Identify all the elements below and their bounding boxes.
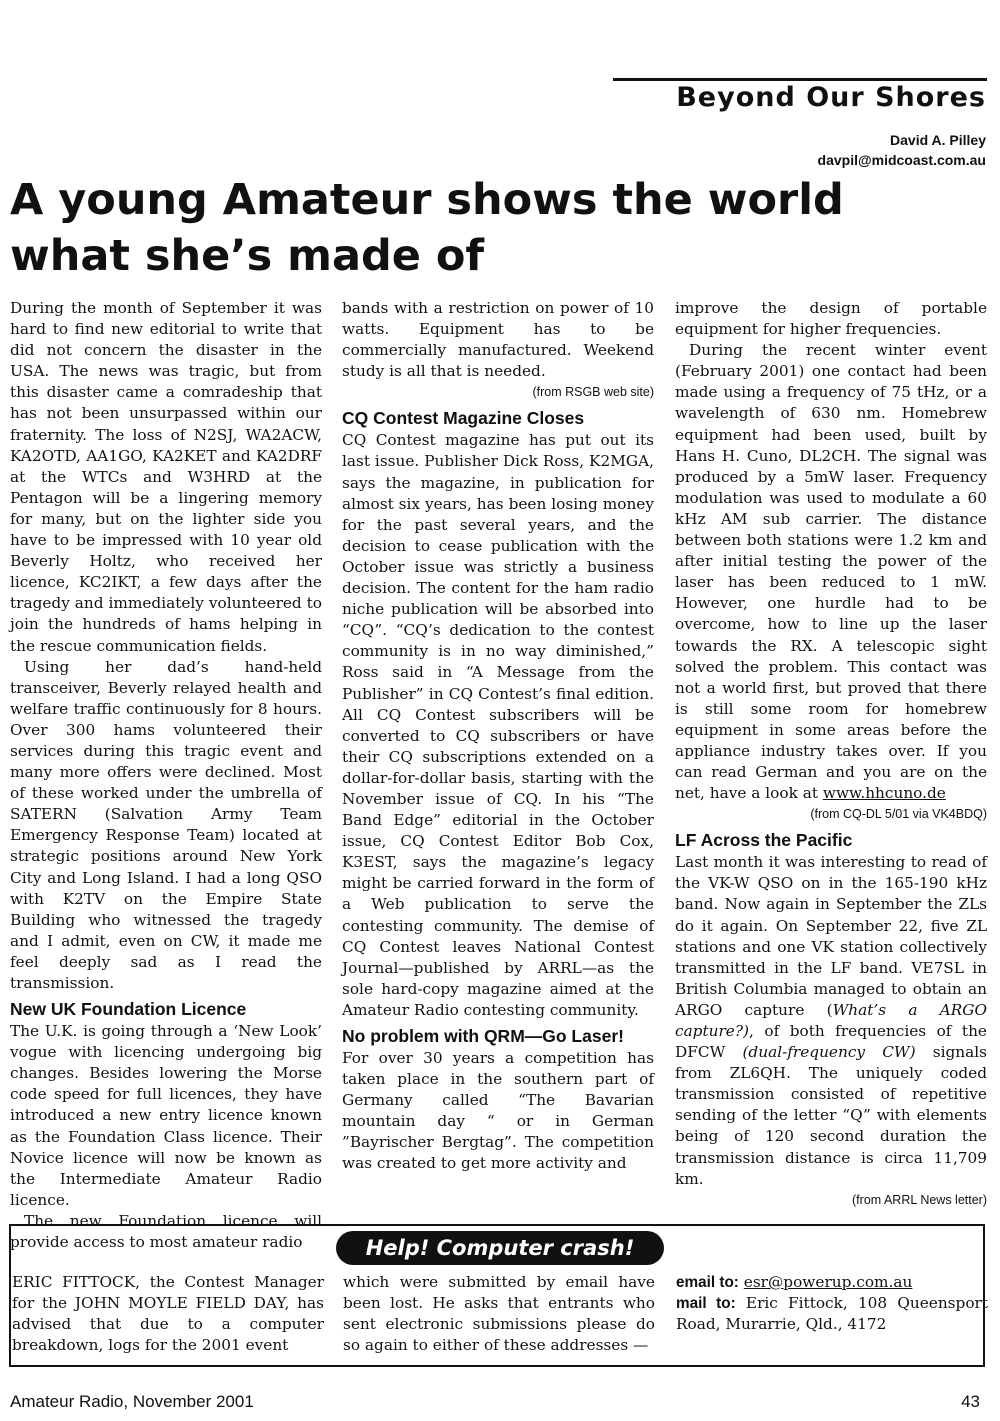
italic-text: (dual-frequency CW) xyxy=(742,1043,916,1062)
source-credit: (from ARRL News letter) xyxy=(852,1192,987,1207)
mail-address: Eric Fittock, 108 Queensport Road, Murarrie, Qld., 4172 xyxy=(676,1294,988,1334)
paragraph xyxy=(675,852,987,1190)
paragraph: ERIC FITTOCK, the Contest Manager for the JOHN MOYLE FIELD DAY, has advised that due to a computer breakdown, logs for the 2001 event xyxy=(12,1273,324,1355)
paragraph: bands with a restriction on power of 10 watts. Equipment has to be commercially manufactured. Weekend study is all that is needed. xyxy=(342,299,654,381)
subheading-uk-licence: New UK Foundation Licence xyxy=(10,999,247,1020)
paragraph: The U.K. is going through a ‘New Look’ vogue with licencing undergoing big changes. Besides lowering the Morse code speed for full licences, they have introduced a new entry licence known as the Foundation Class licence. Their Novice licence will now be known as the Intermediate Amateur Radio licence. xyxy=(10,1022,322,1209)
hhcuno-link[interactable]: www.hhcuno.de xyxy=(822,784,946,803)
paragraph: During the month of September it was hard to find new editorial to write that did not concern the disaster in the USA. The news was tragic, but from this disaster came a comradeship that has not been unsurpassed within our fraternity. The loss of N2SJ, WA2ACW, KA2OTD, AA1GO, KA2KET and KA2DRF at the WTCs and W3HRD at the Pentagon will be a lingering memory for many, but on the lighter side you have to be impressed with 10 year old Beverly Holtz, who received her licence, KC2IKT, a few days after the tragedy and immediately volunteered to join the hundreds of hams helping in the rescue communication fields. xyxy=(10,299,322,655)
byline xyxy=(818,130,986,170)
section-rule xyxy=(613,78,987,81)
headline xyxy=(10,172,890,284)
paragraph: CQ Contest magazine has put out its last issue. Publisher Dick Ross, K2MGA, says the magazine, in publication for almost six years, has been losing money for the past several years, and the decision to cease publication with the October issue was strictly a business decision. The content for the ham radio niche publication will be absorbed into “CQ”. “CQ’s dedication to the contest community is in no way diminished,” Ross said in “A Message from the Publisher” in CQ Contest’s final edition. All CQ Contest subscribers will be converted to CQ subscribers or have their CQ subscriptions extended on a dollar-for-dollar basis, starting with the November issue of CQ. In his “The Band Edge” editorial in the October issue, CQ Contest Editor Bob Cox, K3EST, says the magazine’s legacy might be carried forward in the form of a Web publication to serve the contesting community. The demise of CQ Contest leaves National Contest Journal—published by ARRL—as the sole hard-copy magazine aimed at the Amateur Radio contesting community. xyxy=(342,431,654,1019)
page-number: 43 xyxy=(961,1392,980,1411)
notice-column-1 xyxy=(12,1272,324,1356)
paragraph: For over 30 years a competition has taken place in the southern part of Germany called “The Bavarian mountain day “ or in German ”Bayrischer Bergtag”. The competition was created to get more activity and xyxy=(342,1049,654,1173)
section-title: Beyond Our Shores xyxy=(676,82,986,113)
notice-column-2 xyxy=(343,1272,655,1356)
headline-line-1: A young Amateur shows the world xyxy=(10,175,844,225)
mail-line xyxy=(676,1293,988,1335)
author-name: David A. Pilley xyxy=(890,132,986,148)
column-1 xyxy=(10,298,322,1253)
paragraph-text: , of both frequencies of the DFCW xyxy=(675,1022,987,1062)
paragraph: improve the design of portable equipment for higher frequencies. xyxy=(675,299,987,339)
mail-label: mail to: xyxy=(676,1295,736,1313)
paragraph: which were submitted by email have been lost. He asks that entrants who sent electronic submissions please do so again to either of these addresses — xyxy=(343,1273,655,1355)
paragraph-text: During the recent winter event (February 2001) one contact had been made using a frequency of 75 tHz, or a wavelength of 630 nm. Homebrew equipment had been used, built by Hans H. Cuno, DL2CH. The signal was produced by a 5mW laser. Frequency modulation was used to modulate a 60 kHz AM sub carrier. The distance between both stations were 1.2 km and after initial testing the power of the laser has been reduced to 1 mW. However, one hurdle had to be overcome, how to line up the laser towards the RX. A telescopic sight solved the problem. This contact was not a world first, but proved that there is still some room for homebrew equipment in some areas before the appliance industry takes over. If you can read German and you are on the net, have a look at xyxy=(675,341,987,803)
author-email: davpil@midcoast.com.au xyxy=(817,152,986,168)
notice-column-3 xyxy=(676,1272,988,1335)
paragraph-text: Last month it was interesting to read of the VK-W QSO on in the 165-190 kHz band. Now again in September the ZLs do it again. On September 22, five ZL stations and one VK station collectively transmitted in the LF band. VE7SL in British Columbia managed to obtain an ARGO capture ( xyxy=(675,853,987,1019)
column-3 xyxy=(675,298,987,1211)
subheading-cq-contest: CQ Contest Magazine Closes xyxy=(342,408,585,429)
subheading-lf-pacific: LF Across the Pacific xyxy=(675,830,853,851)
subheading-laser: No problem with QRM—Go Laser! xyxy=(342,1026,624,1046)
footer-publication: Amateur Radio, November 2001 xyxy=(10,1392,254,1411)
source-credit: (from CQ-DL 5/01 via VK4BDQ) xyxy=(810,807,987,822)
paragraph: Using her dad’s hand-held transceiver, Beverly relayed health and welfare traffic continuously for 8 hours. Over 300 hams volunteered their services during this tragic event and many more offers were declined. Most of these worked under the umbrella of SATERN (Salvation Army Team Emergency Response Team) located at strategic positions around New York City and Long Island. I had a long QSO with K2TV on the Empire State Building who witnessed the tragedy and I admit, even on CW, it made me feel deeply sad as I read the transmission. xyxy=(10,657,322,992)
paragraph: The new Foundation licence will provide access to most amateur radio xyxy=(10,1211,322,1252)
email-link[interactable]: esr@powerup.com.au xyxy=(743,1273,913,1291)
email-line xyxy=(676,1272,988,1293)
source-credit: (from RSGB web site) xyxy=(532,385,654,400)
notice-title: Help! Computer crash! xyxy=(336,1231,664,1265)
paragraph-text: signals from ZL6QH. The uniquely coded transmission consisted of repetitive sending of the letter “Q” with elements being of 120 second duration the transmission distance is circa 11,709 km. xyxy=(675,1043,987,1188)
headline-line-2: what she’s made of xyxy=(10,231,485,281)
email-label: email to: xyxy=(676,1274,739,1291)
paragraph xyxy=(675,340,987,804)
column-2 xyxy=(342,298,654,1175)
italic-text: What’s a ARGO capture?) xyxy=(675,1000,987,1040)
